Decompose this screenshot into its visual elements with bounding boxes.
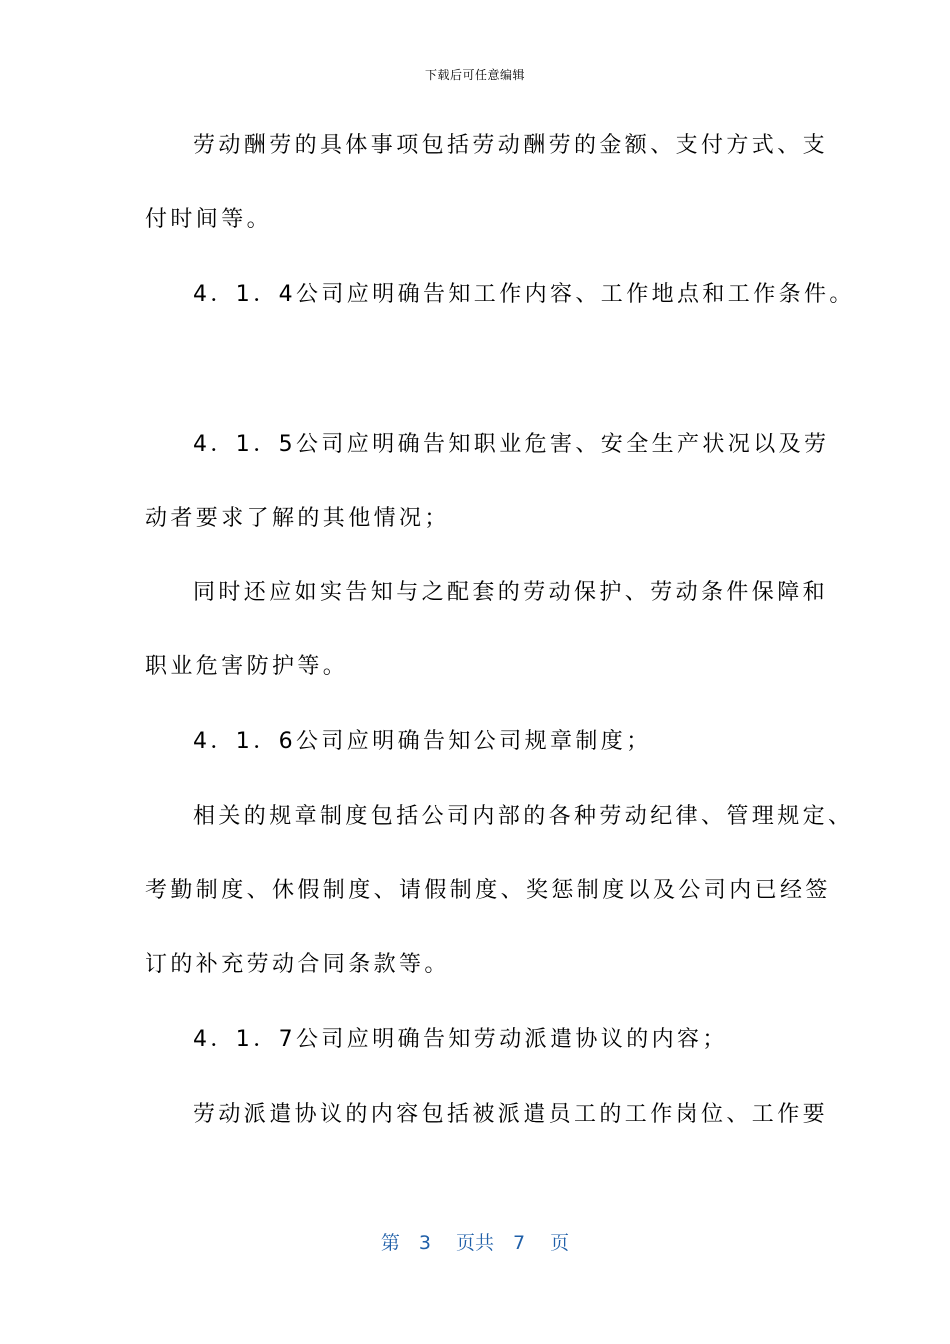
paragraph-line: 订的补充劳动合同条款等。 xyxy=(145,952,450,977)
section-heading-4-1-7: 4．1．7公司应明确告知劳动派遣协议的内容； xyxy=(193,1027,728,1052)
paragraph-line: 劳动酬劳的具体事项包括劳动酬劳的金额、支付方式、支 xyxy=(193,133,829,158)
paragraph-line: 考勤制度、休假制度、请假制度、奖惩制度以及公司内已经签 xyxy=(145,878,831,903)
section-heading-4-1-4: 4．1．4公司应明确告知工作内容、工作地点和工作条件。 xyxy=(193,282,855,307)
section-heading-4-1-5: 4．1．5公司应明确告知职业危害、安全生产状况以及劳 xyxy=(193,432,830,457)
paragraph-line: 付时间等。 xyxy=(145,207,273,232)
paragraph-line: 劳动派遣协议的内容包括被派遣员工的工作岗位、工作要 xyxy=(193,1102,829,1127)
section-heading-4-1-6: 4．1．6公司应明确告知公司规章制度； xyxy=(193,729,652,754)
paragraph-line: 职业危害防护等。 xyxy=(145,654,349,679)
paragraph-line: 相关的规章制度包括公司内部的各种劳动纪律、管理规定、 xyxy=(193,804,854,829)
paragraph-line: 同时还应如实告知与之配套的劳动保护、劳动条件保障和 xyxy=(193,580,829,605)
page-header-note: 下载后可任意编辑 xyxy=(424,68,525,82)
page-number-footer: 第 3 页共 7 页 xyxy=(380,1232,570,1254)
paragraph-line: 动者要求了解的其他情况； xyxy=(145,506,450,531)
